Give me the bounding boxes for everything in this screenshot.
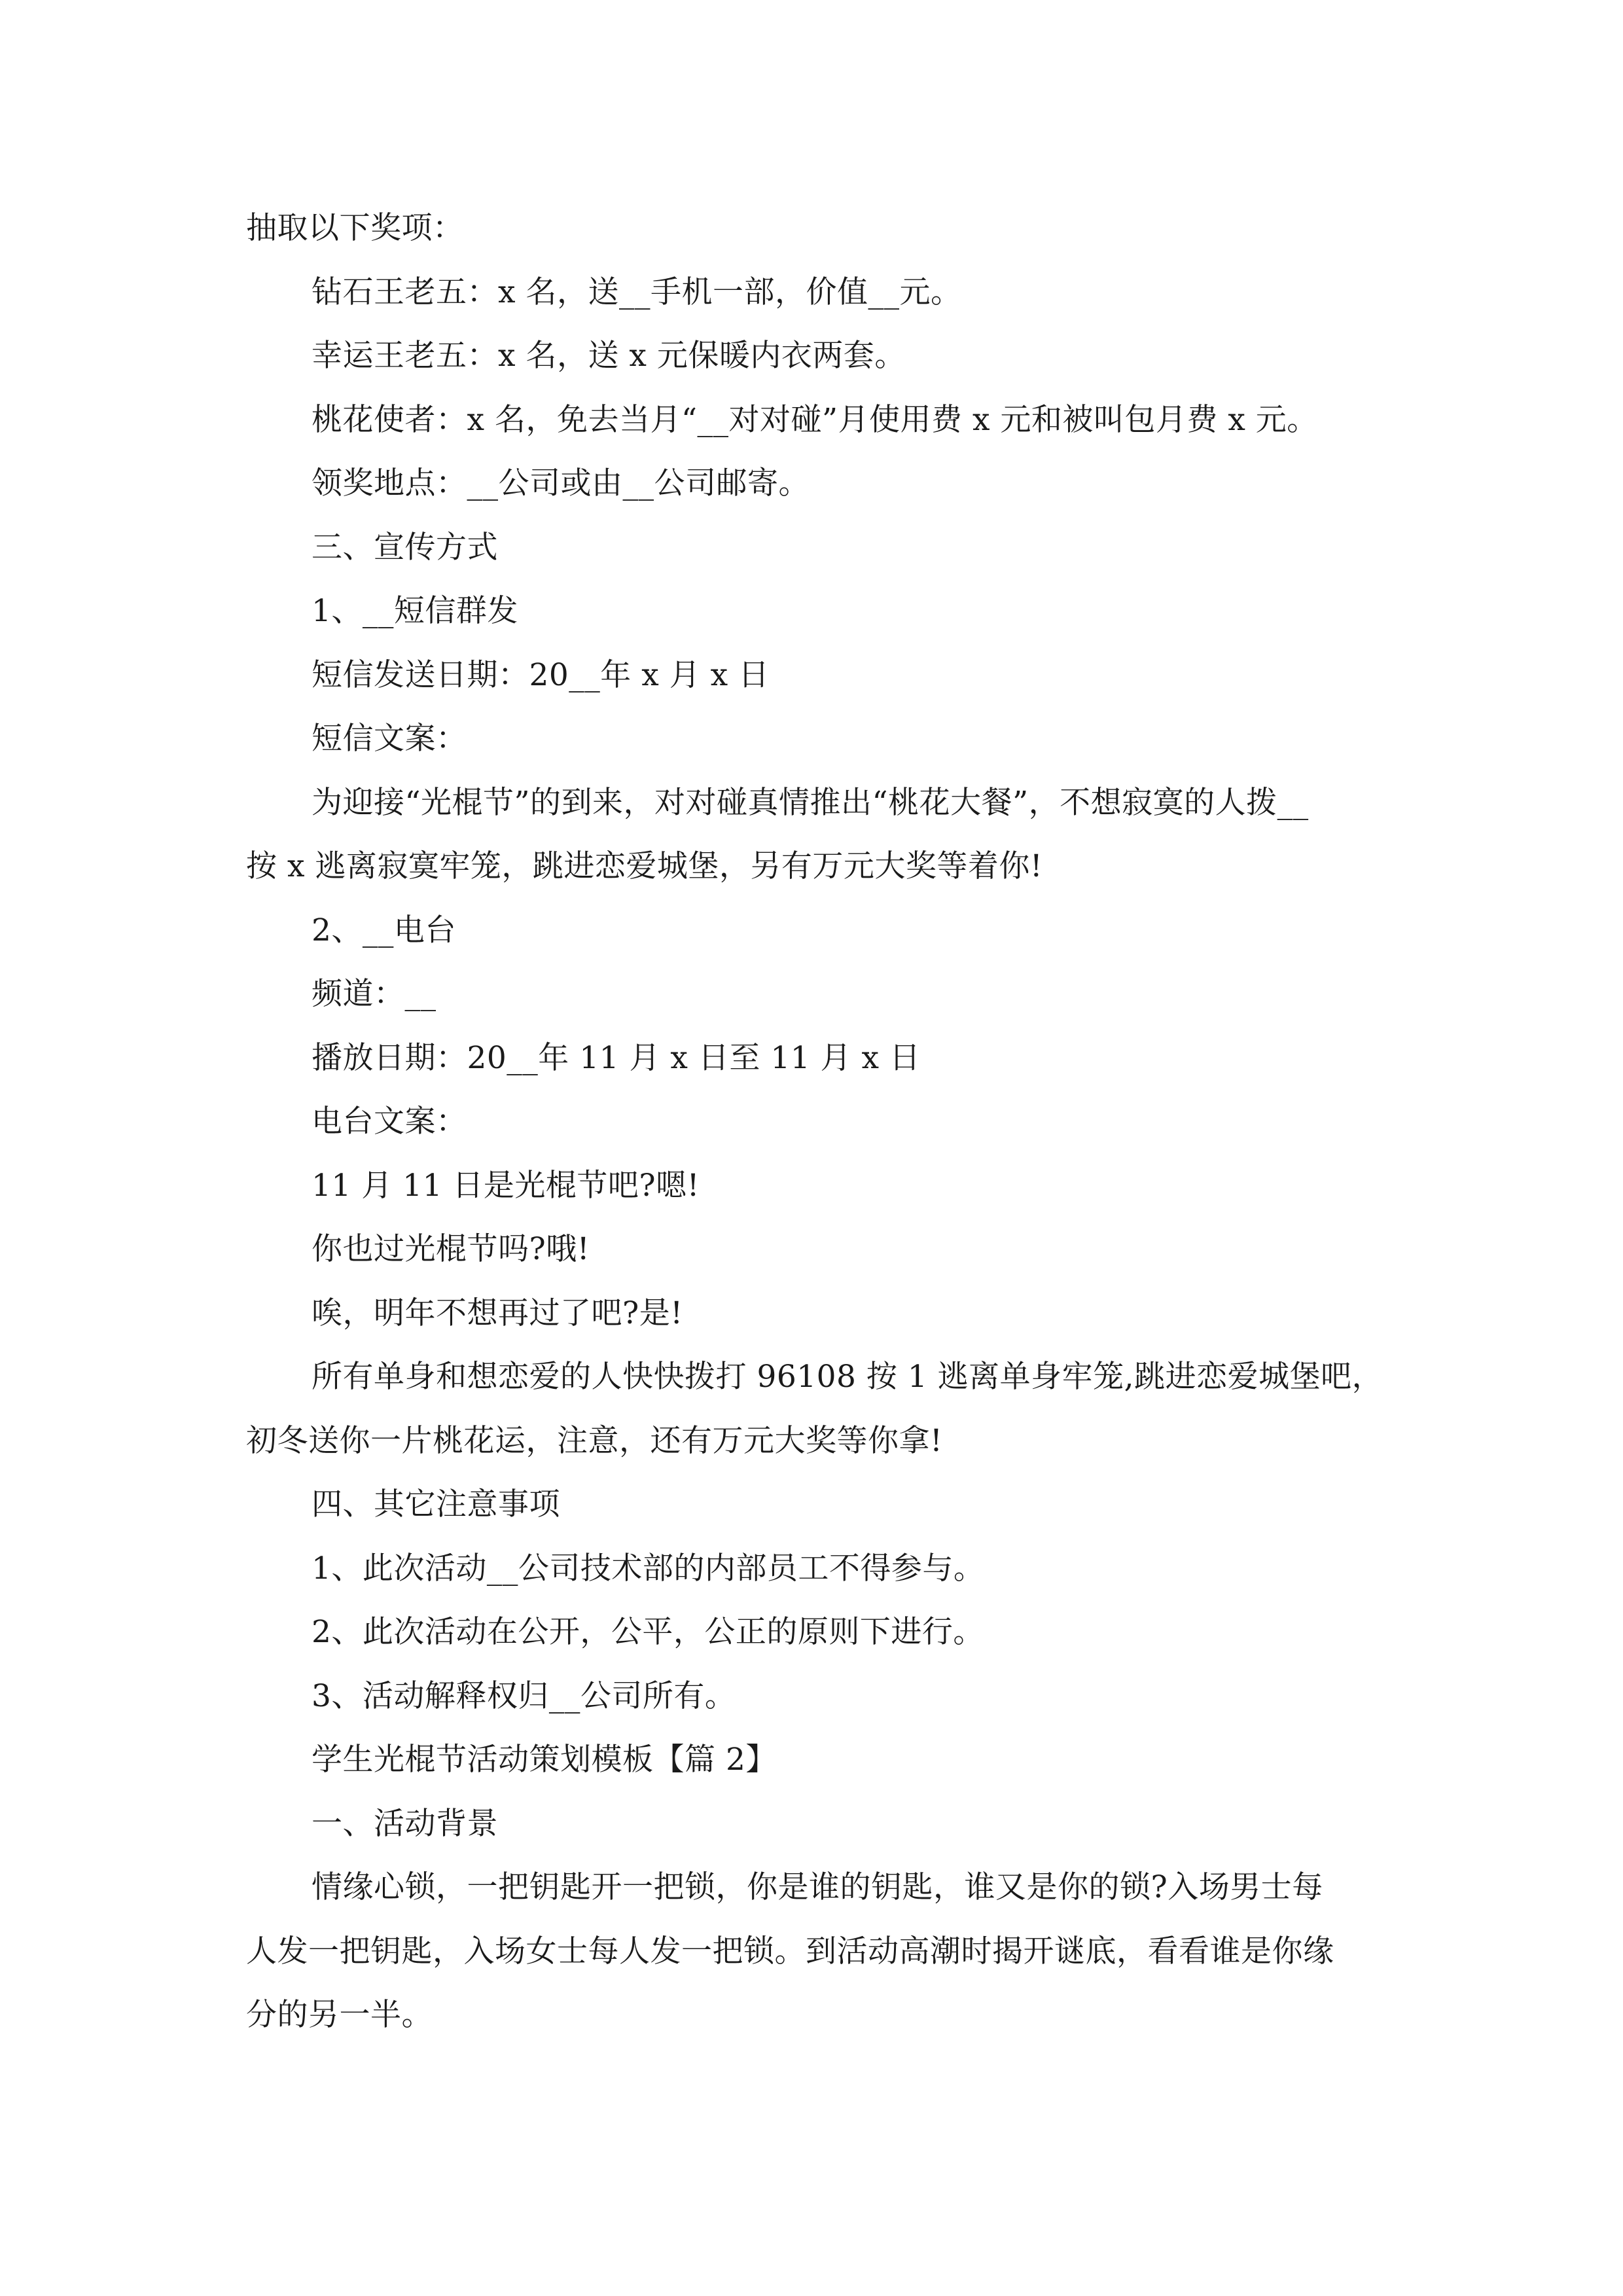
text-line: 1、此次活动__公司技术部的内部员工不得参与。: [312, 1550, 985, 1587]
text-line: 分的另一半。: [246, 1997, 433, 2033]
text-line: 初冬送你一片桃花运，注意，还有万元大奖等你拿!: [246, 1422, 943, 1459]
text-line: 2、__电台: [312, 912, 456, 948]
document-body: [246, 196, 1385, 2047]
text-line: 一、活动背景: [312, 1805, 498, 1842]
text-line: 四、其它注意事项: [312, 1486, 560, 1522]
text-line: 短信发送日期：20__年 x 月 x 日: [312, 656, 770, 693]
text-line: 电台文案：: [312, 1103, 467, 1139]
text-line: 唉，明年不想再过了吧?是!: [312, 1295, 683, 1331]
text-line: 频道：__: [312, 976, 437, 1012]
text-line: 3、活动解释权归__公司所有。: [312, 1677, 736, 1714]
text-line: 桃花使者：x 名，免去当月“__对对碰”月使用费 x 元和被叫包月费 x 元。: [312, 401, 1318, 438]
text-line: 按 x 逃离寂寞牢笼，跳进恋爱城堡，另有万元大奖等着你!: [246, 848, 1043, 884]
text-line: 所有单身和想恋爱的人快快拨打 96108 按 1 逃离单身牢笼,跳进恋爱城堡吧，: [312, 1359, 1383, 1395]
text-line: 领奖地点：__公司或由__公司邮寄。: [312, 465, 810, 501]
text-line: 钻石王老五：x 名，送__手机一部，价值__元。: [312, 274, 962, 310]
text-line: 为迎接“光棍节”的到来，对对碰真情推出“桃花大餐”，不想寂寞的人拨__: [312, 784, 1309, 821]
text-line: 11 月 11 日是光棍节吧?嗯!: [312, 1167, 700, 1204]
text-line: 播放日期：20__年 11 月 x 日至 11 月 x 日: [312, 1039, 921, 1076]
text-line: 情缘心锁，一把钥匙开一把锁，你是谁的钥匙，谁又是你的锁?入场男士每: [312, 1869, 1323, 1905]
text-line: 幸运王老五：x 名，送 x 元保暖内衣两套。: [312, 338, 906, 374]
text-line: 2、此次活动在公开，公平，公正的原则下进行。: [312, 1614, 984, 1650]
text-line: 学生光棍节活动策划模板【篇 2】: [312, 1742, 777, 1778]
text-line: 人发一把钥匙，入场女士每人发一把锁。到活动高潮时揭开谜底，看看谁是你缘: [246, 1933, 1334, 1969]
text-line: 抽取以下奖项：: [246, 210, 464, 246]
text-line: 你也过光棍节吗?哦!: [312, 1231, 590, 1267]
text-line: 1、__短信群发: [312, 593, 518, 629]
text-line: 短信文案：: [312, 721, 467, 757]
text-line: 三、宣传方式: [312, 529, 498, 565]
